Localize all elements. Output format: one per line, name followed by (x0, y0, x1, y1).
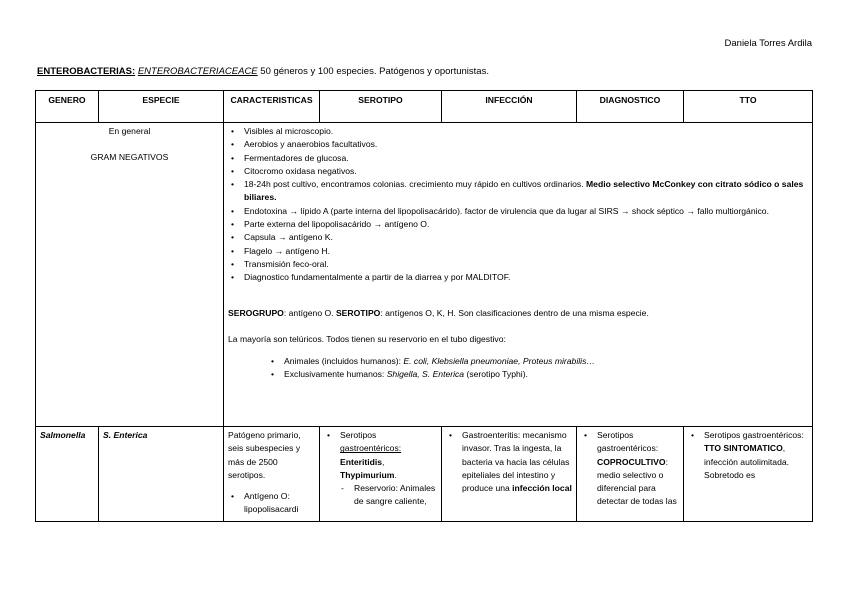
header-infeccion: INFECCIÓN (442, 91, 577, 123)
list-item: • Antígeno O: lipopolisacardi (244, 490, 315, 517)
infeccion-cell (442, 427, 577, 522)
title-family: ENTEROBACTERIAS: (37, 66, 136, 77)
list-item: • Citocromo oxidasa negativos. (244, 165, 808, 178)
header-serotipo: SEROTIPO (320, 91, 442, 123)
general-label-cell (36, 123, 224, 427)
general-content-cell (224, 123, 813, 427)
reservoir-list (228, 355, 808, 382)
list-item: • Diagnostico fundamentalmente a partir de la diarrea y por MALDITOF. (244, 271, 808, 284)
caracteristicas-cell: Patógeno primario, seis subespecies y más de 2500 serotipos. • Antígeno O: lipopolisacardi (224, 427, 320, 522)
list-item: • Parte externa del lipopolisacárido → antígeno O. (244, 218, 808, 231)
list-item: • Gastroenteritis: mecanismo invasor. Tras la ingesta, la bacteria va hacia las células epiteliales del intestino y produce una infección local (462, 429, 572, 495)
gram-label: GRAM NEGATIVOS (90, 152, 169, 163)
telurico-text: La mayoría son telúricos. Todos tienen su reservorio en el tubo digestivo: (228, 333, 506, 344)
header-caracteristicas: CARACTERISTICAS (224, 91, 320, 123)
list-item: • Serotipos gastroentéricos: Enteritidis, Thypimurium. - Reservorio: Animales de sangre caliente, (340, 429, 437, 509)
list-item: • 18-24h post cultivo, encontramos colonias. crecimiento muy rápido en cultivos ordinarios. Medio selectivo McConkey con citrato sódico o sales biliares. (244, 178, 808, 205)
serogrupo-text: SEROGRUPO: antígeno O. SEROTIPO: antígenos O, K, H. Son clasificaciones dentro de una misma especie. (228, 307, 649, 318)
list-item: - Reservorio: Animales de sangre caliente, (354, 482, 437, 509)
table-row-salmonella (36, 427, 813, 522)
general-label: En general (108, 126, 151, 136)
general-list (228, 125, 808, 285)
list-item: • Serotipos gastroentéricos: COPROCULTIVO: medio selectivo o diferencial para detectar de todas las (597, 429, 679, 509)
table-row-general (36, 123, 813, 427)
author-name: Daniela Torres Ardila (724, 38, 812, 49)
header-tto: TTO (684, 91, 813, 123)
list-item: • Animales (incluidos humanos): E. coli, Klebsiella pneumoniae, Proteus mirabilis… (284, 355, 808, 368)
serotipo-cell (320, 427, 442, 522)
list-item: • Fermentadores de glucosa. (244, 152, 808, 165)
list-item: • Serotipos gastroentéricos: TTO SINTOMATICO, infección autolimitada. Sobretodo es (704, 429, 808, 482)
especie-cell: S. Enterica (99, 427, 224, 522)
list-item: • Transmisión feco-oral. (244, 258, 808, 271)
list-item: • Exclusivamente humanos: Shigella, S. Enterica (serotipo Typhi). (284, 368, 808, 381)
enterobacteria-table (35, 90, 813, 522)
list-item: • Capsula → antígeno K. (244, 231, 808, 244)
list-item: • Aerobios y anaerobios facultativos. (244, 138, 808, 151)
header-row (36, 91, 813, 123)
header-especie: ESPECIE (99, 91, 224, 123)
list-item: • Flagelo → antígeno H. (244, 245, 808, 258)
tto-cell (684, 427, 813, 522)
title-family-latin: ENTEROBACTERIACEACE (137, 66, 258, 77)
list-item: • Endotoxina → lípido A (parte interna del lipopolisacárido). factor de virulencia que da lugar al SIRS → shock séptico → fallo multiorgánico. (244, 205, 808, 218)
genero-cell: Salmonella (36, 427, 99, 522)
header-diagnostico: DIAGNOSTICO (577, 91, 684, 123)
header-genero: GENERO (36, 91, 99, 123)
diagnostico-cell (577, 427, 684, 522)
document-title (37, 66, 489, 77)
list-item: • Visibles al microscopio. (244, 125, 808, 138)
title-description: 50 géneros y 100 especies. Patógenos y oportunistas. (257, 66, 489, 77)
